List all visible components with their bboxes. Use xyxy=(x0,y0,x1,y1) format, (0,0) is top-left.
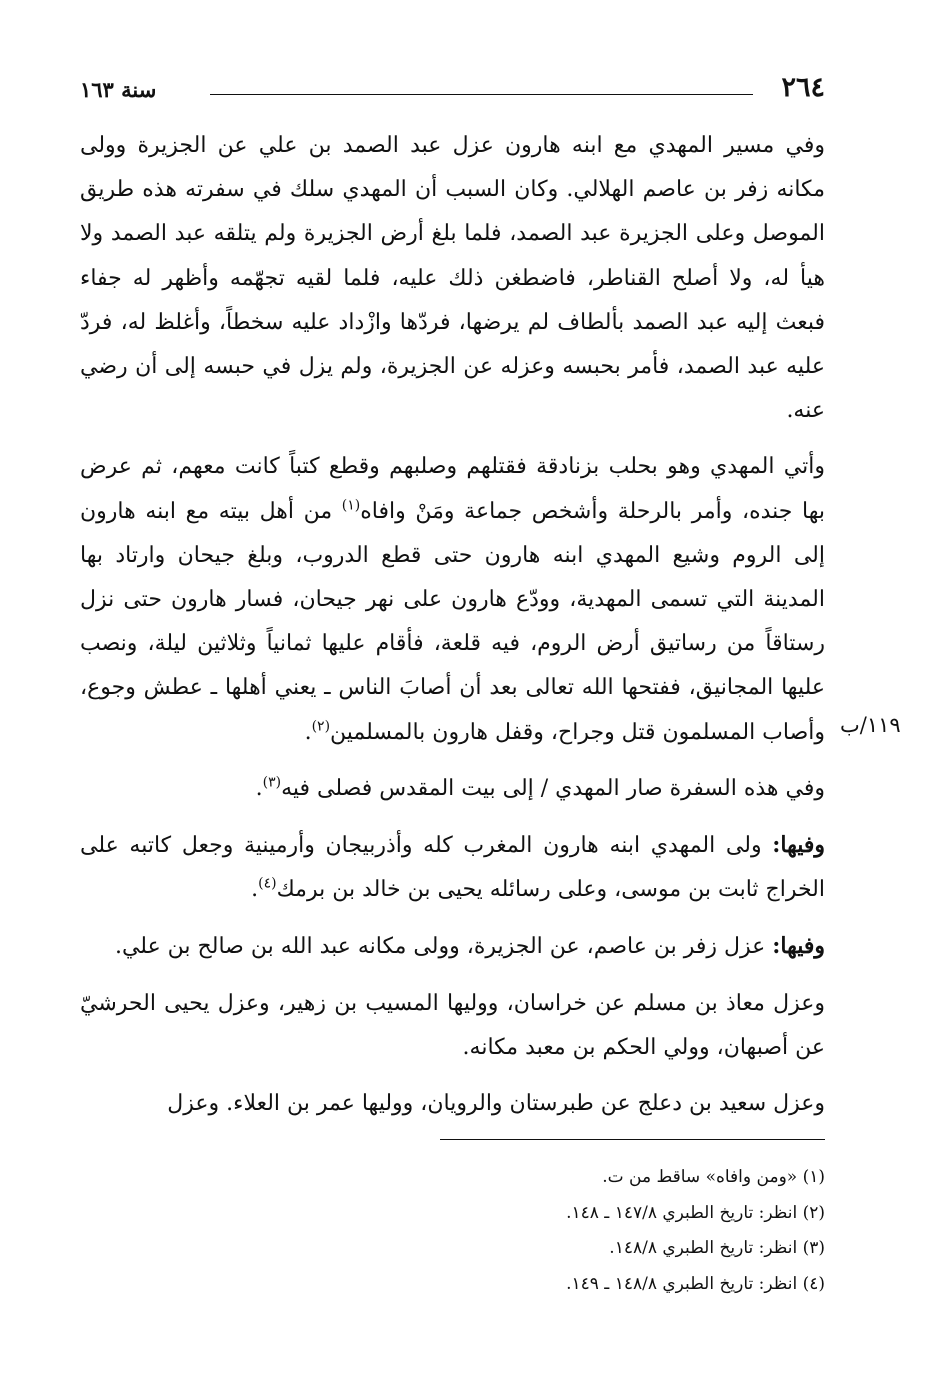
paragraph-3 xyxy=(80,767,825,811)
paragraph-text: . xyxy=(255,775,263,801)
paragraph-text: عزل زفر بن عاصم، عن الجزيرة، وولى مكانه عبد الله بن صالح بن علي. xyxy=(114,934,773,960)
footnote-ref[interactable]: (٣) xyxy=(262,774,282,791)
year-label: سنة ١٦٣ xyxy=(80,77,157,102)
main-text xyxy=(80,124,825,1138)
paragraph-text: وعزل سعيد بن دعلج عن طبرستان والرويان، ووليها عمر بن العلاء. وعزل xyxy=(167,1091,825,1117)
paragraph-text: . xyxy=(304,719,312,745)
paragraph-2 xyxy=(80,445,825,754)
paragraph-4 xyxy=(80,823,825,912)
paragraph-text: . xyxy=(251,877,259,903)
paragraph-lead: وفيها: xyxy=(772,832,825,859)
margin-folio-note: ١١٩/ب xyxy=(840,713,901,737)
paragraph-text: وفي مسير المهدي مع ابنه هارون عزل عبد الصمد بن علي عن الجزيرة وولى مكانه زفر بن عاصم الهلالي. وكان السبب أن المهدي سلك في سفرته هذه طريق الموصل وعلى الجزيرة عبد الصمد، فلما بلغ أرض الجزيرة ولم يتلقه عبد الصمد ولا هيأ له، ولا أصلح القناطر، فاضطغن ذلك عليه، فلما لقيه تجهّمه وأظهر له جفاء فبعث إليه عبد الصمد بألطاف لم يرضها، فردّها وازْداد عليه سخطاً، وأغلظ له، فردّ عليه عبد الصمد، فأمر بحبسه وعزله عن الجزيرة، ولم يزل في حبسه إلى أن رضي عنه. xyxy=(80,133,825,424)
paragraph-text: وأتي المهدي وهو بحلب بزنادقة فقتلهم وصلبهم وقطع كتباً كانت معهم، ثم عرض بها جنده، وأمر بالرحلة وأشخص جماعة ومَنْ وافاه xyxy=(80,454,825,524)
footnote-4: (٤) انظر: تاريخ الطبري ١٤٨/٨ ـ ١٤٩. xyxy=(566,1273,825,1294)
header-rule xyxy=(210,94,753,95)
footnote-2: (٢) انظر: تاريخ الطبري ١٤٧/٨ ـ ١٤٨. xyxy=(566,1202,825,1223)
footnote-ref[interactable]: (٤) xyxy=(258,875,277,892)
paragraph-lead: وفيها: xyxy=(772,933,825,960)
paragraph-text: من أهل بيته مع ابنه هارون إلى الروم وشيع المهدي ابنه هارون حتى قطع الدروب، وبلغ جيحان وارتاد بها المدينة التي تسمى المهدية، وودّع هارون على نهر جيحان، فسار هارون حتى نزل رستاقاً من رساتيق أرض الروم، فيه قلعة، فأقام عليها ثمانياً وثلاثين ليلة، ونصب عليها المجانيق، ففتحها الله تعالى بعد أن أصابَ الناس ـ يعني أهلها ـ عطش وجوع، وأصاب المسلمون قتل وجراح، وقفل هارون بالمسلمين xyxy=(80,498,825,745)
footnote-ref[interactable]: (٢) xyxy=(311,718,331,735)
paragraph-6 xyxy=(80,982,825,1070)
paragraph-5 xyxy=(80,924,825,969)
paragraph-7 xyxy=(80,1082,825,1126)
paragraph-text: ولى المهدي ابنه هارون المغرب كله وأذربيجان وأرمينية وجعل كاتبه على الخراج ثابت بن موسى، وعلى رسائله يحيى بن خالد بن برمك xyxy=(80,833,825,903)
paragraph-1 xyxy=(80,124,825,433)
page-number: ٢٦٤ xyxy=(781,72,825,103)
paragraph-text: وعزل معاذ بن مسلم عن خراسان، ووليها المسيب بن زهير، وعزل يحيى الحرشيّ عن أصبهان، وولي الحكم بن معبد مكانه. xyxy=(80,990,825,1060)
footnotes xyxy=(440,1160,825,1302)
page-header xyxy=(80,72,825,108)
footnote-3: (٣) انظر: تاريخ الطبري ١٤٨/٨. xyxy=(609,1238,825,1258)
footnote-rule xyxy=(440,1139,825,1140)
footnote-ref[interactable]: (١) xyxy=(341,497,361,514)
paragraph-text: وفي هذه السفرة صار المهدي / إلى بيت المقدس فصلى فيه xyxy=(281,775,825,801)
footnote-1: (١) «ومن وافاه» ساقط من ت. xyxy=(602,1167,825,1187)
